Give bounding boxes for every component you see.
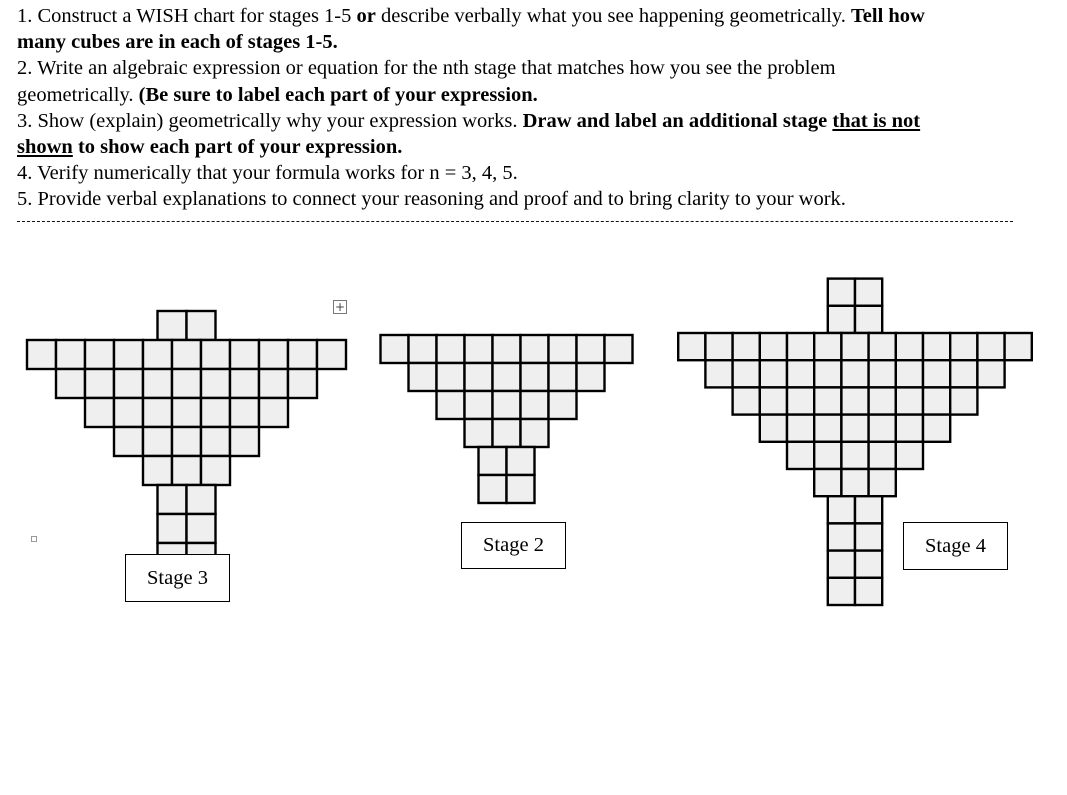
instruction-4: 4. Verify numerically that your formula works for n = 3, 4, 5. [17,162,518,185]
stage-4-cube [841,415,868,442]
stage-4-cube [977,360,1004,387]
stage-4-cube [923,333,950,360]
stage-2-cube [437,363,465,391]
stage-3-cube [158,514,187,543]
stage-4-cube [950,387,977,414]
stage-3-cube [143,340,172,369]
stage-3-cube [288,340,317,369]
stage-4-cube [841,333,868,360]
instruction-3-underlined-2: shown [17,136,73,159]
small-handle-icon[interactable] [31,536,37,542]
stage-4-cube [814,360,841,387]
instruction-3-bold-2: to show each part of your expression. [72,136,403,159]
stage-4-cube [814,442,841,469]
stage-2-cube [521,419,549,447]
stage-3-cube [56,369,85,398]
instruction-5: 5. Provide verbal explanations to connect your reasoning and proof and to bring clarity to your work. [17,188,846,211]
stage-4-cube [733,360,760,387]
stage-2-cube [521,391,549,419]
stage-4-cube [814,387,841,414]
instruction-2-text-2: geometrically. [17,83,139,106]
stage-3-cube [114,427,143,456]
stage-2-cube [493,419,521,447]
stage-3-cube [85,369,114,398]
stage-4-cube [828,523,855,550]
stage-2-cube [549,335,577,363]
stage-4-cube [841,387,868,414]
stage-3-cube [201,427,230,456]
stage-3-cube [114,340,143,369]
stage-3-cube [201,456,230,485]
stage-4-cube [733,387,760,414]
stage-3-cube [259,398,288,427]
stage-2-label[interactable]: Stage 2 [461,522,566,569]
stage-2-cube [577,335,605,363]
instruction-1-or: or [356,5,376,27]
stage-4-cube [828,279,855,306]
stage-4-cube [896,442,923,469]
stage-2-cube [479,475,507,503]
stage-3-cube [201,398,230,427]
stage-2-cube [493,363,521,391]
instruction-3-bold: Draw and label an additional stage [522,109,833,132]
stage-3-cube [172,456,201,485]
stage-4-cube [896,333,923,360]
stage-3-cube [143,369,172,398]
stage-2-cube [465,419,493,447]
stage-4-cube [841,469,868,496]
stage-2-cube [507,475,535,503]
stage-4-cube [787,333,814,360]
stage-4-cube [1005,333,1032,360]
stage-4-label[interactable]: Stage 4 [903,522,1008,570]
stage-3-cube [27,340,56,369]
stage-4-cube [705,333,732,360]
stage-4-cube [841,360,868,387]
stage-4-cube [855,279,882,306]
stage-3-cube [187,485,216,514]
stage-4-cube [977,333,1004,360]
stage-4-cube [950,333,977,360]
stage-3-label[interactable]: Stage 3 [125,554,230,602]
stage-2-cube [409,335,437,363]
stage-4-cube [678,333,705,360]
stage-2-cube [465,335,493,363]
stage-2-cube [409,363,437,391]
stage-3-cube [172,369,201,398]
stage-4-cube [787,360,814,387]
stage-3-cube [158,485,187,514]
stage-3-cube [230,427,259,456]
stage-3-cube [187,311,216,340]
instruction-1-bold-2: many cubes are in each of stages 1-5. [17,31,338,54]
stage-3-cube [114,369,143,398]
stage-4-cube [760,387,787,414]
stage-4-cube [814,333,841,360]
stage-2-cube [465,363,493,391]
stage-2-cube [437,335,465,363]
stage-4-cube [855,578,882,605]
stage-4-cube [855,551,882,578]
stage-4-cube [814,415,841,442]
stage-3-cube [172,398,201,427]
stage-2-cube [479,447,507,475]
stage-4-cube [869,442,896,469]
stage-3-cube [230,398,259,427]
stage-3-cube [201,369,230,398]
stage-2-cube [521,335,549,363]
stage-2-cube [465,391,493,419]
stage-4-cube [923,415,950,442]
instruction-1-text-2: describe verbally what you see happening geometrically. [375,5,851,27]
stage-4-cube [896,360,923,387]
stage-3-cube [230,369,259,398]
stage-3-cube [158,311,187,340]
stage-2-cube [493,335,521,363]
stage-4-cube [855,523,882,550]
stage-2-cube [549,391,577,419]
stage-3-cube [85,398,114,427]
instruction-3-underlined: that is not [832,109,921,132]
stage-4-cube [896,387,923,414]
stage-3-cube [143,398,172,427]
stage-3-cube [143,427,172,456]
stage-3-cube [201,340,230,369]
stage-4-cube [760,415,787,442]
stage-4-cube [814,469,841,496]
stage-3-cube [114,398,143,427]
stage-3-cube [187,514,216,543]
stage-2-cube [381,335,409,363]
stage-3-cube [288,369,317,398]
stage-4-cube [896,415,923,442]
stage-2-cube [605,335,633,363]
stage-4-cube [828,496,855,523]
instruction-2-bold: (Be sure to label each part of your expression. [138,83,538,106]
instruction-2-text: 2. Write an algebraic expression or equation for the nth stage that matches how you see the problem [17,57,836,80]
stage-4-cube [869,415,896,442]
stage-4-cube [787,442,814,469]
stage-4-cube [787,415,814,442]
stage-4-cube [828,551,855,578]
stage-3-cube [259,340,288,369]
stage-3-cube [56,340,85,369]
stage-4-cube [869,469,896,496]
instruction-1-bold: Tell how [851,5,925,27]
stage-4-cube [841,442,868,469]
stage-3-cube [143,456,172,485]
stage-4-cube [733,333,760,360]
stage-2-cube [521,363,549,391]
stage-4-cube [950,360,977,387]
stage-3-cube [85,340,114,369]
stage-2-cube [549,363,577,391]
stage-4-cube [787,387,814,414]
instruction-1-text: 1. Construct a WISH chart for stages 1-5 [17,5,357,27]
stage-2-cube [493,391,521,419]
stage-2-cube [507,447,535,475]
stage-4-cube [869,333,896,360]
stage-3-cube [317,340,346,369]
stage-3-cube [230,340,259,369]
stage-4-cube [828,306,855,333]
stage-4-cube [855,496,882,523]
stage-4-cube [760,360,787,387]
stage-4-cube [760,333,787,360]
stage-4-cube [705,360,732,387]
stage-2-cube [577,363,605,391]
stage-3-cube [172,340,201,369]
stage-3-cube [259,369,288,398]
stage-4-cube [828,578,855,605]
stage-4-cube [869,360,896,387]
stage-3-cube [172,427,201,456]
instruction-3-text: 3. Show (explain) geometrically why your expression works. [17,109,523,132]
plus-move-icon[interactable]: + [334,300,346,314]
stage-4-cube [855,306,882,333]
stage-4-cube [869,387,896,414]
stage-2-cube [437,391,465,419]
stage-4-cube [923,387,950,414]
stage-4-cube [923,360,950,387]
